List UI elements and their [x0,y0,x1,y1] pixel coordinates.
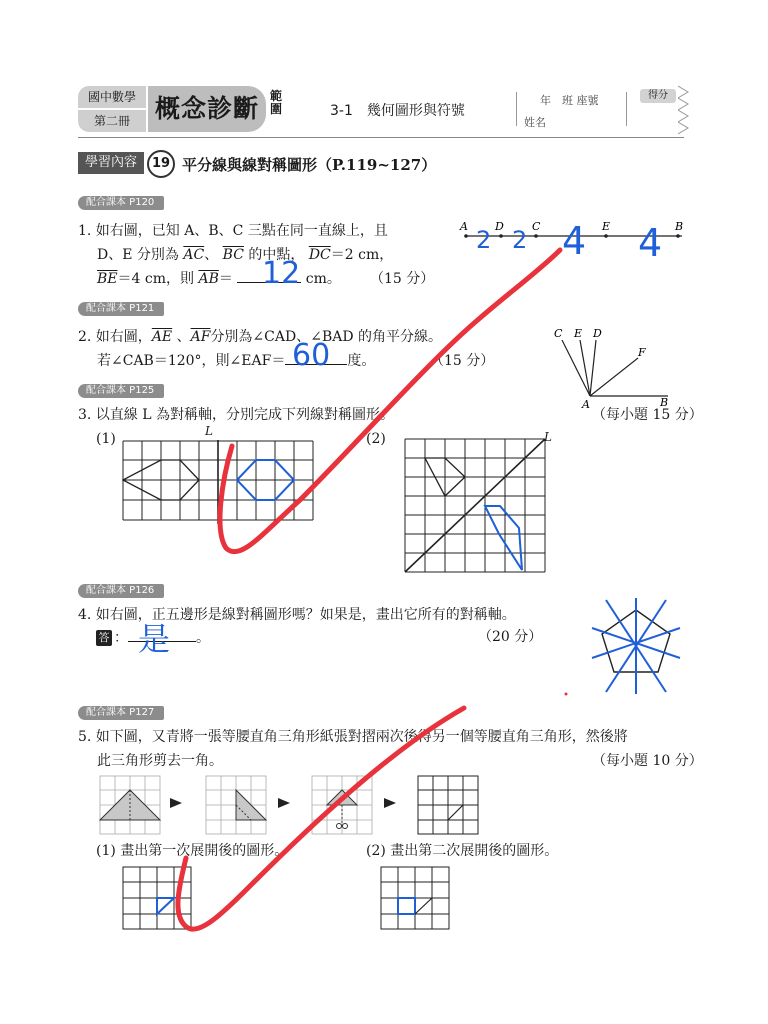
q3-axis-label-1: L [205,424,213,438]
q2-answer-handwritten: 60 [292,338,331,373]
q1-handwritten-dc: 2 [512,226,528,254]
unit-title: 3-1 幾何圖形與符號 [330,103,465,119]
q1-label-a: A [460,220,468,233]
textbook-ref-tag: 配合課本 P121 [78,302,164,316]
q4-points: （20 分） [478,629,543,645]
q1-points: （15 分） [370,271,435,287]
q5-line2: 此三角形剪去一角。 [97,753,223,769]
q1-handwritten-ad: 2 [476,226,492,254]
header-rule [78,137,684,138]
q3-sub2: (2) [366,431,386,447]
q2-label-c: C [554,327,563,340]
q1-handwritten-ce: 4 [562,219,587,262]
q2-label-b: B [660,396,669,409]
q2-line1: 2. 如右圖，$\overline{AE}$ 、$\overline{AF}$分別為∠CAD、∠BAD 的角平分線。 [78,329,443,345]
q4-pentagon-figure [584,594,688,698]
q2-line2: 若∠CAB＝120°，則∠EAF＝ 度。 [97,353,376,369]
q3-grid-2 [404,438,548,574]
q5-folding-steps [98,774,488,838]
zigzag-edge [678,84,692,138]
q1-line3: $\overline{BE}=4$ cm，則 $\overline{AB}=$ cm。 [97,271,341,287]
q2-label-d: D [593,327,602,340]
q2-label-e: E [574,327,583,340]
q5-sub1: (1) 畫出第一次展開後的圖形。 [96,843,289,859]
q1-label-e: E [602,220,611,233]
answer-label-icon: 答 [96,630,112,646]
q5-points: （每小題 10 分） [592,753,703,769]
q3-sub1: (1) [96,431,116,447]
volume-label: 第二冊 [78,110,146,132]
q1-line2: D、E 分別為 $\overline{AC}$、 $\overline{BC}$ 的中點， $\overline{DC}=2$ cm， [97,247,394,263]
q3-axis-label-2: L [544,430,552,444]
q1-label-b: B [675,220,684,233]
subject-label: 國中數學 [78,86,146,108]
textbook-ref-tag: 配合課本 P120 [78,196,164,210]
page-title: 概念診斷 [148,86,266,132]
q2-label-a: A [582,398,590,411]
q3-text: 3. 以直線 L 為對稱軸，分別完成下列線對稱圖形。 [78,407,395,423]
class-fields: 年 班 座號 [540,94,599,107]
header-divider [626,92,627,126]
name-field: 姓名 [524,116,546,129]
q1-label-d: D [495,220,504,233]
textbook-ref-tag: 配合課本 P125 [78,384,164,398]
q3-points: （每小題 15 分） [592,407,703,423]
learning-content-tag: 學習內容 [78,152,144,174]
header-divider [516,92,517,126]
learning-number-badge: 19 [147,150,175,178]
q5-line1: 5. 如下圖，又青將一張等腰直角三角形紙張對摺兩次後得另一個等腰直角三角形，然後將 [78,729,628,745]
textbook-ref-tag: 配合課本 P127 [78,706,164,720]
q2-label-f: F [638,346,646,359]
q1-line-figure [456,216,688,262]
q5-answer-grid-1 [122,866,194,932]
q2-points: （15 分） [430,353,495,369]
q1-label-c: C [532,220,541,233]
q1-handwritten-eb: 4 [638,221,663,262]
score-label: 得分 [640,89,676,103]
range-label: 範圍 [270,89,283,116]
q4-text: 4. 如右圖，正五邊形是線對稱圖形嗎？如果是，畫出它所有的對稱軸。 [78,607,516,623]
textbook-ref-tag: 配合課本 P126 [78,584,164,598]
learning-title: 平分線與線對稱圖形（P.119~127） [182,156,437,174]
q3-grid-1 [122,440,316,524]
q5-sub2: (2) 畫出第二次展開後的圖形。 [366,843,559,859]
q1-line1: 1. 如右圖，已知 A、B、C 三點在同一直線上，且 [78,223,388,239]
q4-answer-handwritten: 是 [138,620,171,658]
q4-answer-line: ： 。 [114,630,210,646]
q1-answer-handwritten: 12 [262,256,301,291]
q5-answer-grid-2 [380,866,452,932]
q2-angle-figure [548,326,688,412]
